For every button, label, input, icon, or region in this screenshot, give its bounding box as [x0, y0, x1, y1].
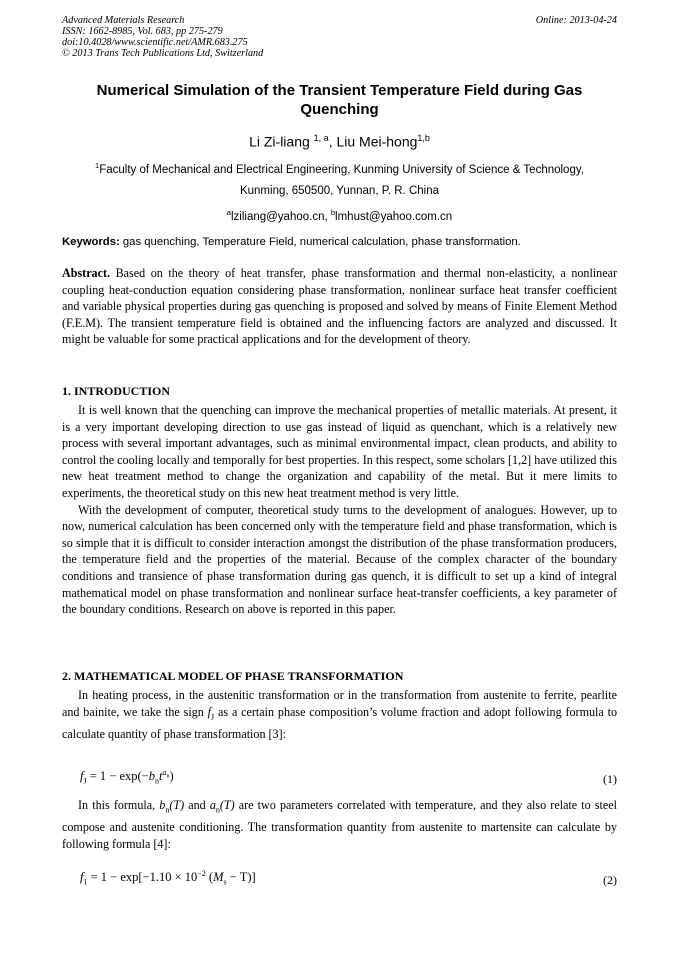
affiliation-line-1	[62, 155, 617, 181]
email-a-mark: a	[226, 207, 231, 217]
eq2-rhs-post: − T)]	[226, 870, 256, 885]
section-math-model	[62, 668, 617, 742]
eq2-lhs-sub: 1	[83, 877, 88, 887]
model-p2-a-sub: n	[215, 805, 220, 815]
intro-paragraph-2: With the development of computer, theoretical study turns to the development of analogues. However, up to now, numerical calculation has been concerned only with the temperature field and phase transformation, which is so simple that it is difficult to consider interaction amongst the distribution of the phase transformation producers, the temperature field and the properties of the material. Because of the complex character of the boundary conditions and transience of phase transformation during gas quench, it is difficult to set up a kind of integral mathematical model on phase transformation and nonlinear surface heat-transfer coefficients, a key parameter of the boundary conditions. Research on above is reported in this paper.	[62, 502, 617, 617]
section-1-heading: 1. INTRODUCTION	[62, 384, 171, 398]
keywords	[62, 235, 617, 250]
model-p1-var: f	[207, 704, 212, 719]
abstract-paragraph	[62, 265, 617, 348]
model-p2-b-sub: n	[165, 805, 170, 815]
model-p1-text-b: as a certain phase composition’s volume fraction and adopt following formula to calculate quantity of phase transformation [3]:	[62, 704, 618, 741]
eq1-lhs-sub: J	[83, 776, 87, 786]
model-p2-text-c: are two parameters correlated with temperature, and they also relate to steel compose and austenite conditioning. The transformation quantity from austenite to martensite can calculate by following formula [4]:	[62, 798, 617, 851]
doi-line: doi:10.4028/www.scientific.net/AMR.683.275	[62, 37, 248, 48]
eq1-lhs-var: f	[80, 769, 84, 784]
keywords-text: gas quenching, Temperature Field, numerical calculation, phase transformation.	[119, 236, 521, 248]
eq2-m: M	[213, 870, 224, 885]
author-1: Li Zi-liang	[249, 133, 310, 150]
affiliation-text-1: Faculty of Mechanical and Electrical Engineering, Kunming University of Science & Technology,	[99, 163, 584, 176]
eq2-m-sub: s	[223, 877, 227, 887]
model-p1-sub: J	[211, 712, 215, 721]
journal-name: Advanced Materials Research	[62, 15, 185, 26]
section-2-heading: 2. MATHEMATICAL MODEL OF PHASE TRANSFORMATION	[62, 669, 404, 683]
eq2-paren-open: (	[205, 870, 214, 885]
abstract	[62, 265, 617, 348]
eq1-b: b	[148, 769, 155, 784]
model-paragraph-2	[62, 797, 617, 852]
copyright-line: © 2013 Trans Tech Publications Ltd, Switzerland	[62, 48, 264, 59]
abstract-label: Abstract.	[62, 266, 111, 280]
eq2-rhs-pre: = 1 − exp[−1.10 × 10	[87, 870, 198, 885]
eq1-t: t	[158, 769, 163, 784]
eq1-rhs-post: )	[169, 769, 174, 784]
equation-1-number: (1)	[603, 772, 617, 786]
email-a[interactable]: lziliang@yahoo.cn,	[230, 210, 331, 223]
author-2: Liu Mei-hong	[336, 133, 418, 150]
model-p2-a: a	[209, 798, 216, 812]
eq2-exponent: −2	[197, 869, 206, 878]
eq1-a: a	[162, 768, 167, 777]
eq1-a-sub: n	[166, 773, 170, 780]
keywords-label: Keywords:	[62, 236, 120, 248]
model-p2-a-arg: (T)	[219, 798, 235, 812]
model-p2-mid: and	[184, 798, 210, 812]
equation-2-expression	[80, 866, 256, 891]
email-b-mark: b	[330, 207, 336, 217]
author-2-affiliation-mark: 1,b	[417, 133, 430, 143]
affiliation-block	[62, 155, 617, 228]
email-b[interactable]: lmhust@yahoo.com.cn	[335, 210, 453, 223]
equation-1-expression	[80, 765, 174, 790]
online-date: Online: 2013-04-24	[535, 15, 617, 26]
eq1-rhs-pre: = 1 − exp(−	[86, 769, 149, 784]
model-p2-b: b	[159, 798, 166, 812]
affiliation-mark: 1	[95, 161, 100, 170]
abstract-text: Based on the theory of heat transfer, phase transformation and thermal non-elasticity, a nonlinear coupling heat-conduction equation considering phase transformation, nonlinear surface heat transfer coefficient and variable physical properties during gas quenching is proposed and solved by means of Finite Element Method (F.E.M). The transient temperature field is obtained and the influencing factors are analyzed and discussed. It might be valuable for some practical applications and for the development of theory.	[62, 266, 617, 347]
model-p1-text-a: In heating process, in the austenitic transformation or in the transformation from austenite to ferrite, pearlite and bainite, we take the sign	[62, 688, 617, 719]
model-p2-text-a: In this formula,	[78, 798, 160, 812]
model-paragraph-1	[62, 687, 617, 742]
author-separator: ,	[328, 133, 337, 150]
section-introduction	[62, 383, 617, 618]
eq1-b-sub: n	[154, 776, 159, 786]
model-p2-b-arg: (T)	[169, 798, 185, 812]
email-line	[62, 202, 617, 228]
eq2-lhs-var: f	[80, 870, 84, 885]
intro-paragraph-1: It is well known that the quenching can improve the mechanical properties of metallic materials. At present, it is a very important developing direction to use gas instead of liquid as quenchant, which is a relatively new process with several important advantages, such as minimal environmental impact, clean products, and ability to control the cooling locally and temporally for best properties. In this respect, some scholars [1,2] have utilized this new heat treatment method to change the organization and capability of the metal. But it mere limits to experiments, the theoretical study on this new heat treatment method is very little.	[62, 403, 617, 500]
affiliation-line-2: Kunming, 650500, Yunnan, P. R. China	[239, 184, 440, 197]
journal-header	[62, 15, 617, 59]
equation-2-number: (2)	[603, 873, 617, 887]
author-line	[62, 128, 617, 152]
author-1-affiliation-mark: 1, a	[313, 133, 329, 143]
issn-line: ISSN: 1662-8985, Vol. 683, pp 275-279	[62, 26, 223, 37]
paper-title: Numerical Simulation of the Transient Temperature Field during Gas Quenching	[96, 82, 583, 118]
model-paragraph-2-block	[62, 797, 617, 852]
